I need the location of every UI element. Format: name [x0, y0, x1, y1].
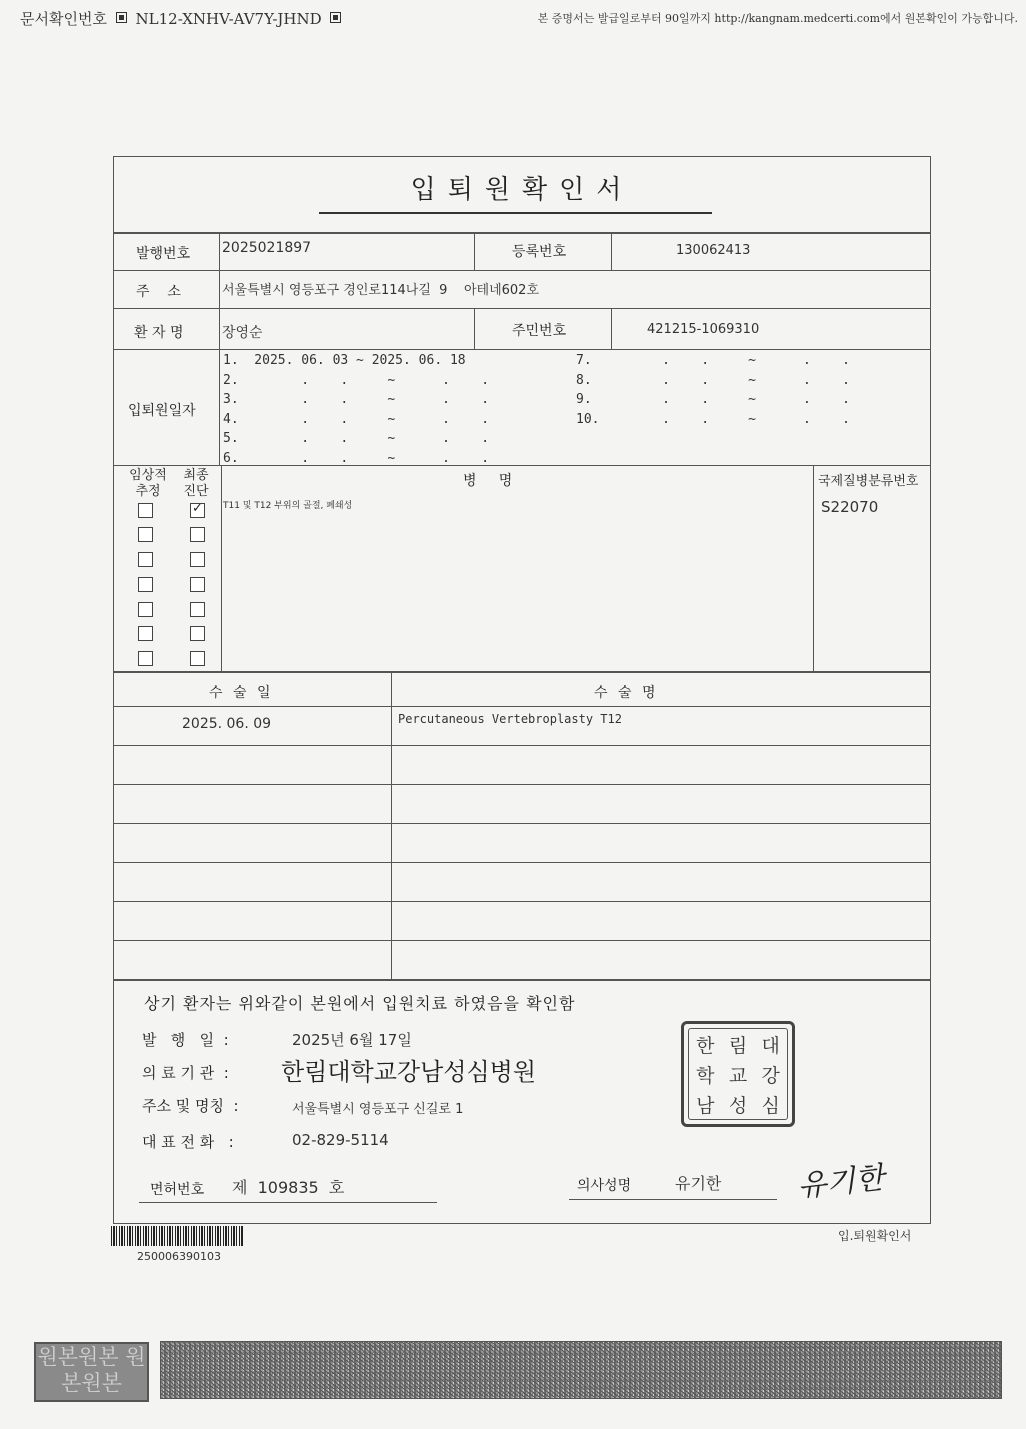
admission-dates-left: 1. 2025. 06. 03 ~ 2025. 06. 18 2. . . ~ . . 3. . . ~ . . 4. . . ~ . . 5. . . ~ . . 6. . . ~ . . [223, 353, 490, 466]
address-value: 서울특별시 영등포구 경인로114나길 9 아테네602호 [222, 283, 539, 298]
divider [611, 232, 612, 270]
divider [114, 270, 930, 271]
divider [114, 862, 930, 863]
seal-char: 강 [761, 1064, 780, 1087]
hospital-seal [681, 1021, 795, 1127]
clinical-estimate-label: 임상적 추정 [129, 468, 167, 499]
seal-char: 학 [696, 1064, 715, 1087]
seal-char: 한 [696, 1034, 715, 1057]
final-checkbox[interactable] [190, 552, 205, 567]
doctor-name-label: 의사성명 [577, 1178, 632, 1194]
divider [391, 671, 392, 979]
divider [474, 232, 475, 270]
icd-label: 국제질병분류번호 [818, 474, 919, 489]
doctor-underline [569, 1199, 777, 1200]
clinical-checkbox[interactable] [138, 626, 153, 641]
reg-no-label: 등록번호 [512, 244, 567, 260]
seal-char: 심 [761, 1094, 780, 1117]
patient-name-label: 환 자 명 [134, 325, 184, 341]
issue-date-label: 발 행 일 : [142, 1031, 229, 1049]
clinical-checkbox[interactable] [138, 552, 153, 567]
divider [114, 823, 930, 824]
square-icon [330, 12, 341, 23]
clinical-checkbox[interactable] [138, 527, 153, 542]
document-title: 입퇴원확인서 [410, 175, 634, 205]
final-checkbox[interactable] [190, 602, 205, 617]
divider [114, 979, 930, 981]
address-label: 주 소 [136, 284, 181, 300]
verification-notice: 본 증명서는 발급일로부터 90일까지 http://kangnam.medcerti.com에서 원본확인이 가능합니다. [537, 12, 1018, 25]
surgery-name-label: 수 술 명 [594, 685, 659, 701]
license-value: 제 109835 호 [232, 1178, 345, 1197]
admission-dates-label: 입퇴원일자 [128, 403, 196, 419]
divider [813, 465, 814, 671]
divider [114, 308, 930, 309]
license-underline [139, 1202, 437, 1203]
original-mark [34, 1342, 149, 1402]
divider [114, 671, 930, 673]
doctor-signature: 유기한 [795, 1160, 886, 1205]
final-diagnosis-label: 최종 진단 [183, 468, 209, 499]
surgery-date-value: 2025. 06. 09 [182, 716, 272, 732]
divider [114, 940, 930, 941]
seal-char: 대 [761, 1034, 780, 1057]
seal-char: 성 [728, 1094, 748, 1117]
document-type-label: 입.퇴원확인서 [838, 1229, 912, 1243]
certificate-form [113, 156, 931, 1224]
square-icon [116, 12, 127, 23]
reg-no-value: 130062413 [676, 243, 751, 258]
surgery-date-label: 수 술 일 [209, 685, 274, 701]
disease-name-label: 병 명 [463, 473, 513, 489]
final-checkbox[interactable] [190, 651, 205, 666]
clinical-checkbox[interactable] [138, 577, 153, 592]
final-checkbox[interactable] [190, 527, 205, 542]
doc-confirm-header [20, 8, 345, 29]
doc-confirm-code: NL12-XNHV-AV7Y-JHND [135, 10, 322, 28]
divider [114, 745, 930, 746]
phone-label: 대 표 전 화 : [142, 1133, 234, 1151]
barcode-number: 250006390103 [137, 1250, 221, 1263]
divider [221, 465, 222, 671]
divider [474, 308, 475, 349]
divider [219, 232, 220, 465]
doctor-name-value: 유기한 [675, 1174, 722, 1193]
security-pattern [160, 1341, 1002, 1399]
seal-char: 남 [696, 1094, 715, 1117]
issue-no-label: 발행번호 [136, 246, 191, 262]
clinical-checkbox[interactable] [138, 602, 153, 617]
final-checkbox[interactable] [190, 577, 205, 592]
divider [114, 706, 930, 707]
issue-no-value: 2025021897 [222, 240, 312, 256]
institution-label: 의 료 기 관 : [142, 1064, 229, 1082]
doc-confirm-label: 문서확인번호 [20, 10, 107, 28]
divider [114, 232, 930, 234]
institution-address: 서울특별시 영등포구 신길로 1 [292, 1102, 464, 1117]
admission-dates-right: 7. . . ~ . . 8. . . ~ . . 9. . . ~ . . 10. . . ~ . . [576, 353, 850, 427]
rrn-label: 주민번호 [512, 323, 567, 339]
barcode [111, 1226, 243, 1246]
seal-char: 교 [728, 1064, 748, 1087]
divider [611, 308, 612, 349]
title-underline [319, 212, 712, 214]
disease-name-value: T11 및 T12 부위의 골절, 폐쇄성 [223, 501, 353, 511]
phone-value: 02-829-5114 [292, 1131, 389, 1149]
institution-name: 한림대학교강남성심병원 [281, 1058, 537, 1086]
address-name-label: 주소 및 명칭 : [142, 1097, 239, 1115]
divider [114, 901, 930, 902]
divider [114, 784, 930, 785]
final-checkbox[interactable] [190, 626, 205, 641]
rrn-value: 421215-1069310 [647, 322, 760, 337]
patient-name-value: 장영순 [222, 325, 263, 341]
license-label: 면허번호 [150, 1182, 205, 1198]
icd-code: S22070 [821, 498, 879, 516]
original-mark-text: 원본원본 원본원본 [37, 1345, 146, 1395]
issue-date-value: 2025년 6월 17일 [292, 1031, 412, 1049]
confirmation-statement: 상기 환자는 위와같이 본원에서 입원치료 하였음을 확인함 [144, 994, 576, 1013]
checkmark-icon: ✓ [192, 501, 203, 516]
clinical-checkbox[interactable] [138, 651, 153, 666]
divider [114, 349, 930, 350]
clinical-checkbox[interactable] [138, 503, 153, 518]
surgery-name-value: Percutaneous Vertebroplasty T12 [398, 712, 622, 726]
seal-char: 림 [728, 1034, 748, 1057]
